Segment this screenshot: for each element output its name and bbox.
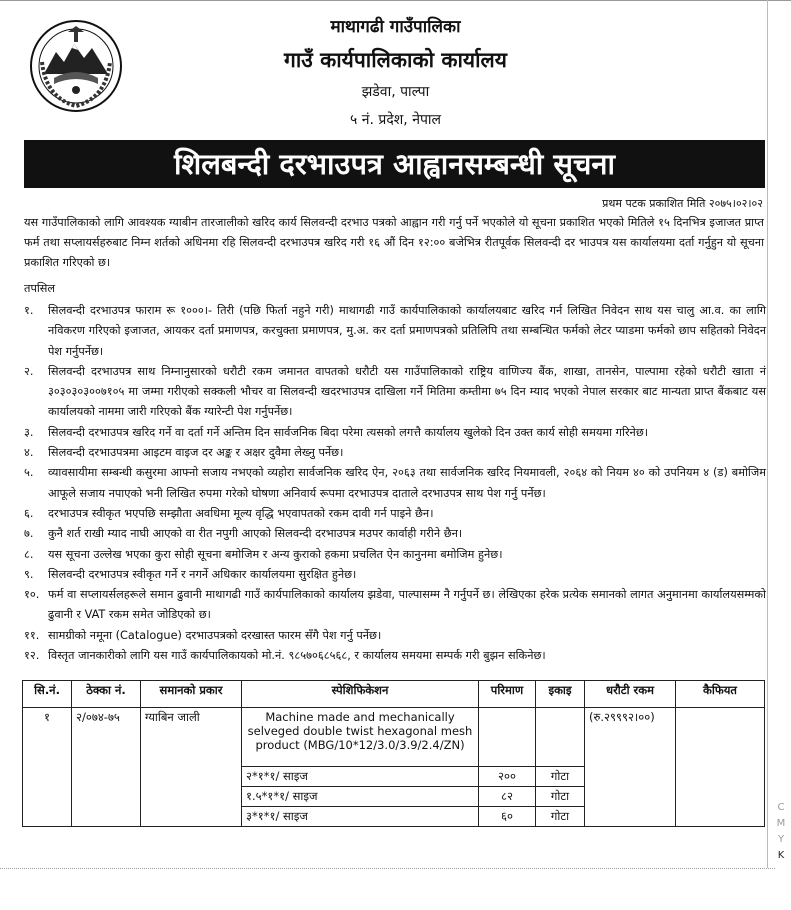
condition-text: सामग्रीको नमूना (Catalogue) दरभाउपत्रको दरखास्त फारम सँगै पेश गर्नु पर्नेछ। [48,628,382,642]
print-mark-m: M [776,818,786,829]
cell-size: ३*१*१/ साइज [242,807,479,827]
cell-item-type: ग्याबिन जाली [141,708,242,827]
condition-number: ५. [24,466,34,480]
col-unit: इकाइ [536,681,585,708]
condition-number: ११. [24,628,40,642]
condition-number: ८. [24,547,34,561]
col-specification: स्पेशिफिकेशन [242,681,479,708]
condition-text: सिलवन्दी दरभाउपत्र साथ निम्नानुसारको धरौटी रकम जमानत वापतको धरौटी यस गाउँपालिकाको राष्ट्रिय वाणिज्य बैंक, शाखा, तानसेन, पाल्पामा रहेको धरौटी खाता नं ३०३०३०३००७१०५ मा जम्मा गरीएको सक्कली भौचर वा सिलवन्दी खदरभाउपत्र दाखिला गर्ने मितिमा कम्तीमा ७५ दिन म्याद भएको नेपाल सरकार बाट मान्यता प्राप्त बैंकबाट यस कार्यालयको नाममा जारी गरिएको बैंक ग्यारेन्टी पेश गर्नुपर्नेछ। [48,364,766,419]
office-province: ५ नं. प्रदेश, नेपाल [349,112,442,128]
col-item-type: समानको प्रकार [141,681,242,708]
condition-number: १२. [24,649,40,663]
cell-specification: Machine made and mechanically selveged double twist hexagonal mesh product (MBG/10*12/3.0/3.9/2.4/ZN) [242,708,479,767]
intro-paragraph: यस गाउँपालिकाको लागि आवश्यक ग्याबीन तारजालीको खरिद कार्य सिलवन्दी दरभाउ पत्रको आह्वान गरी गर्नु पर्ने भएकोले यो सूचना प्रकाशित भएको मितिले १५ दिनभित्र इजाजत प्राप्त फर्म तथा सप्लायर्सहरुबाट निम्न शर्तको अधिनमा रहि सिलवन्दी दरभाउपत्र खरिद गरी १६ औं दिन १२:०० बजेभित्र रीतपूर्वक सिलवन्दी दर भाउपत्र यस कार्यालयमा दर्ता गर्नुहुन यो सूचना प्रकाशित गरिएको छ। [24,216,764,269]
cell-sn: १ [23,708,72,827]
cell-quantity: ६० [479,807,536,827]
condition-number: १०. [24,588,40,602]
condition-text: सिलवन्दी दरभाउपत्र फाराम रू १०००।- तिरी (पछि फिर्ता नहुने गरी) माथागढी गाउँ कार्यपालिकाको कार्यालयबाट खरिद गर्न लिखित निवेदन साथ यस चालु आ.व. का लागि नविकरण गरिएको इजाजत, आयकर दर्ता प्रमाणपत्र, करचुक्ता प्रमाणपत्र, मु.अ. कर दर्ता प्रमाणपत्रको प्रतिलिपि तथा सम्बन्धित फर्मको लेटर प्याडमा फर्मको छाप सहितको निवेदन पेश गर्नुपर्नेछ। [48,304,766,358]
condition-text: सिलवन्दी दरभाउपत्र खरिद गर्ने वा दर्ता गर्ने अन्तिम दिन सार्वजनिक बिदा परेमा त्यसको लगत्तै कार्यालय खुलेको दिन उक्त कार्य सोही समयमा गरिनेछ। [48,425,649,439]
condition-number: ६. [24,506,34,520]
conditions-heading: तपसिल [24,282,56,295]
municipality-name: माथागढी गाउँपालिका [330,17,461,37]
conditions-list [24,301,766,666]
cell-quantity [479,708,536,767]
condition-item [24,504,766,524]
col-deposit: धरौटी रकम [585,681,676,708]
col-quantity: परिमाण [479,681,536,708]
print-mark-y: Y [777,834,785,845]
table-row [23,708,765,767]
cell-unit: गोटा [536,807,585,827]
cell-unit: गोटा [536,767,585,787]
margin-rule [767,0,768,868]
bottom-trim-line [0,868,775,869]
condition-text: व्यावसायीमा सम्बन्धी कसुरमा आफ्नो सजाय नभएको व्यहोरा सार्वजनिक खरिद ऐन, २०६३ तथा सार्वजनिक खरिद नियमावली, २०६४ को नियम ४० को उपनियम ४ (ड) बमोजिम आफूले सजाय नपाएको भनी लिखित रुपमा गरेको घोषणा अनिवार्य रूपमा दरभाउपत्र दाताले दरभाउपत्र साथ पेश गर्नु पर्नेछ। [48,466,766,500]
condition-number: २. [24,364,34,378]
condition-item [24,301,766,362]
condition-text: यस सूचना उल्लेख भएका कुरा सोही सूचना बमोजिम र अन्य कुराको हकमा प्रचलित ऐन कानुनमा बमोजिम हुनेछ। [48,547,503,561]
table-header-row [23,681,765,708]
condition-number: ३. [24,425,34,439]
condition-item [24,463,766,504]
condition-number: ९. [24,567,34,581]
condition-item [24,545,766,565]
print-mark-k: K [777,850,785,861]
condition-text: सिलवन्दी दरभाउपत्रमा आइटम वाइज दर अङ्क र अक्षर दुवैमा लेख्नु पर्नेछ। [48,446,344,460]
col-contract-no: ठेक्का नं. [72,681,141,708]
condition-item [24,585,766,626]
items-table [22,680,765,827]
cell-size: १.५*१*१/ साइज [242,787,479,807]
print-color-marks [776,800,786,864]
cell-unit [536,708,585,767]
condition-text: विस्तृत जानकारीको लागि यस गाउँ कार्यपालिकायको मो.नं. ९८५७०६८५६८, र कार्यालय समयमा सम्पर्क गरी बुझन सकिनेछ। [48,649,546,663]
office-name: गाउँ कार्यपालिकाको कार्यालय [284,48,507,72]
publish-date: प्रथम पटक प्रकाशित मिति २०७५।०२।०२ [602,197,763,210]
col-sn: सि.नं. [23,681,72,708]
cell-size: २*१*१/ साइज [242,767,479,787]
condition-number: ४. [24,446,34,460]
condition-item [24,362,766,423]
cell-quantity: २०० [479,767,536,787]
condition-text: दरभाउपत्र स्वीकृत भएपछि सम्झौता अवधिमा मूल्य वृद्धि भएवापतको रकम दावी गर्न पाइने छैन। [48,506,434,520]
cell-contract-no: २/०७४-७५ [72,708,141,827]
cell-remarks [676,708,765,827]
cell-unit: गोटा [536,787,585,807]
condition-item [24,646,766,666]
office-location: झडेवा, पाल्पा [361,84,430,100]
top-rule [0,0,791,1]
condition-text: फर्म वा सप्लायर्सलहरूले समान ढुवानी माथागढी गाउँ कार्यपालिकाको कार्यालय झडेवा, पाल्पासम्म नै गर्नुपर्ने छ। लेखिएका हरेक प्रत्येक समानको लागत अनुमानमा कार्यालयसम्मको ढुवानी र VAT रकम समेत जोडिएको छ। [48,588,766,622]
print-mark-c: C [777,802,785,813]
condition-text: कुनै शर्त राखी म्याद नाघी आएको वा रीत नपुगी आएको सिलवन्दी दरभाउपत्र मउपर कार्वाही गरीने छैन। [48,527,463,541]
condition-number: १. [24,304,34,317]
condition-item [24,626,766,646]
condition-number: ७. [24,527,34,541]
col-remarks: कैफियत [676,681,765,708]
condition-item [24,524,766,544]
condition-item [24,565,766,585]
notice-title: शिलबन्दी दरभाउपत्र आह्वानसम्बन्धी सूचना [24,140,765,188]
condition-item [24,423,766,443]
cell-quantity: ८२ [479,787,536,807]
condition-text: सिलवन्दी दरभाउपत्र स्वीकृत गर्ने र नगर्ने अधिकार कार्यालयमा सुरक्षित हुनेछ। [48,567,357,581]
cell-deposit: (रु.२९९९२।००) [585,708,676,827]
condition-item [24,443,766,463]
